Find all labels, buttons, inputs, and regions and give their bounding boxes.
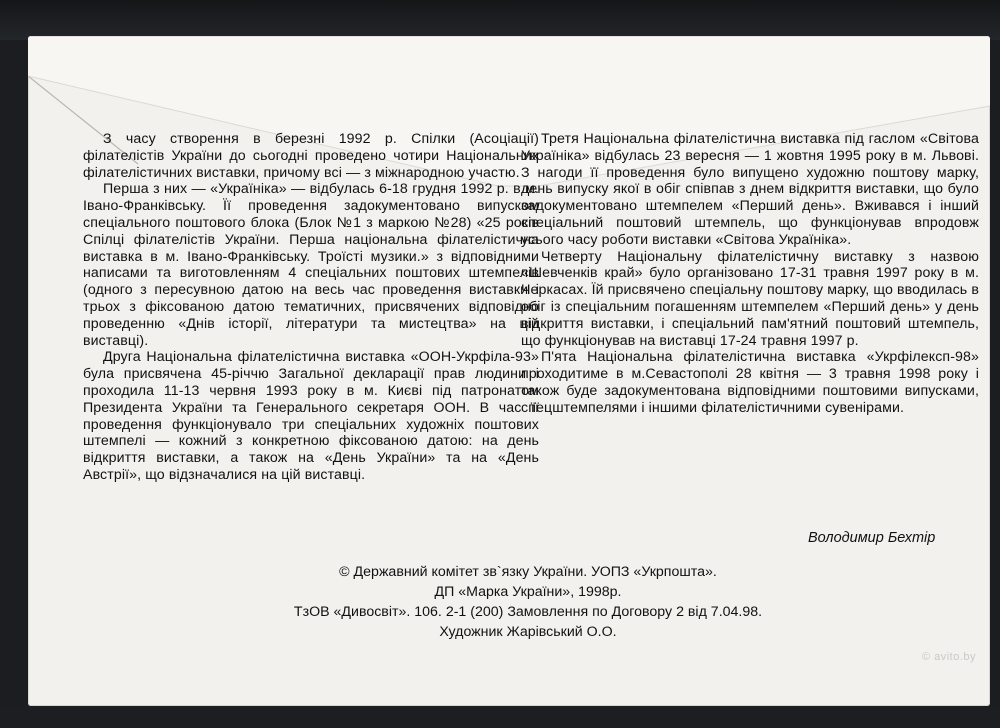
watermark: © avito.by bbox=[921, 651, 976, 663]
background-top bbox=[0, 0, 1000, 40]
paragraph: Четверту Національну філателістичну виставку з назвою «Шевченків край» було організовано 17-31 травня 1997 року в м. Черкасах. Їй присвячено спеціальну поштову марку, що вводилась в обіг із спеціальним погашенням штемпелем «Перший день» у день вiдкриття виставки, і спеціальний пам'ятний поштовий штемпель, що функціонував на виставці 17-24 травня 1997 р. bbox=[521, 248, 979, 349]
author-signature: Володимир Бехтір bbox=[808, 530, 936, 546]
right-text-column bbox=[521, 131, 979, 417]
paragraph: Друга Національна філателістична виставка «ООН-Укрфiла-93» була присвячена 45-річчю Загальної декларації прав людини і проходила 11-13 червня 1993 року в м. Києві пiд патронатом Президента України та Генерального секретаря ООН. В час її проведення функціонувало три спеціальних художніх поштових штемпелі — кожний з конкретною фіксованою датою: на день вiдкриття виставки, а також на «День України» та на «День Австрії», що вiдзначалися на цій виставці. bbox=[83, 349, 539, 483]
background-bottom bbox=[0, 706, 1000, 728]
left-text-column bbox=[83, 131, 539, 484]
imprint-line: © Державний комітет зв`язку України. УОПЗ «Укрпошта». bbox=[339, 564, 717, 580]
imprint-line: Художник Жарівський О.О. bbox=[439, 624, 617, 640]
paragraph: П'ята Національна філателістична виставка «Укрфiлексп-98» проходитиме в м.Севастополі 28 квітня — 3 травня 1998 року і також буде задокументована вiдповiдними поштовими випусками, спецштемпелями і іншими філателістичними сувенірами. bbox=[521, 349, 979, 416]
paragraph: Третя Національна філателістична виставка під гаслом «Світова Українiка» вiдбулась 23 вересня — 1 жовтня 1995 року в м. Львові. З нагоди її проведення було випущено художню поштову марку, день випуску якої в обіг співпав з днем вiдкриття виставки, що було задокументовано штемпелем «Перший день». Вживався і інший спеціальний поштовий штемпель, що функціонував впродовж усього часу роботи виставки «Світова Українiка». bbox=[521, 131, 979, 248]
envelope-back bbox=[28, 36, 990, 706]
paragraph: Перша з них — «Українiка» — вiдбулась 6-18 грудня 1992 р. в м. Івано-Франківську. Її проведення задокументовано випуском спеціального поштового блока (Блок №1 з маркою №28) «25 років Спiлцi філателістів України. Перша національна філателістична виставка в м. Івано-Франківську. Троїсті музики.» з вiдповiдними написами та виготовленням 4 спеціальних поштових штемпелів (одного з пересувною датою на весь час проведення виставки і трьох з фіксованою датою тематичних, присвячених вiдповiдно проведенню «Днів історії, літератури та мистецтва» на цій виставці). bbox=[83, 181, 539, 349]
imprint-line: ТзОВ «Дивосвіт». 106. 2-1 (200) Замовлення по Договору 2 від 7.04.98. bbox=[293, 604, 763, 620]
imprint-line: ДП «Марка України», 1998р. bbox=[434, 584, 622, 600]
paragraph: З часу створення в березні 1992 р. Спілки (Асоціації) філателістів України до сьогодні проведено чотири Національних філателістичних виставки, причому всі — з міжнародною участю. bbox=[83, 131, 539, 181]
